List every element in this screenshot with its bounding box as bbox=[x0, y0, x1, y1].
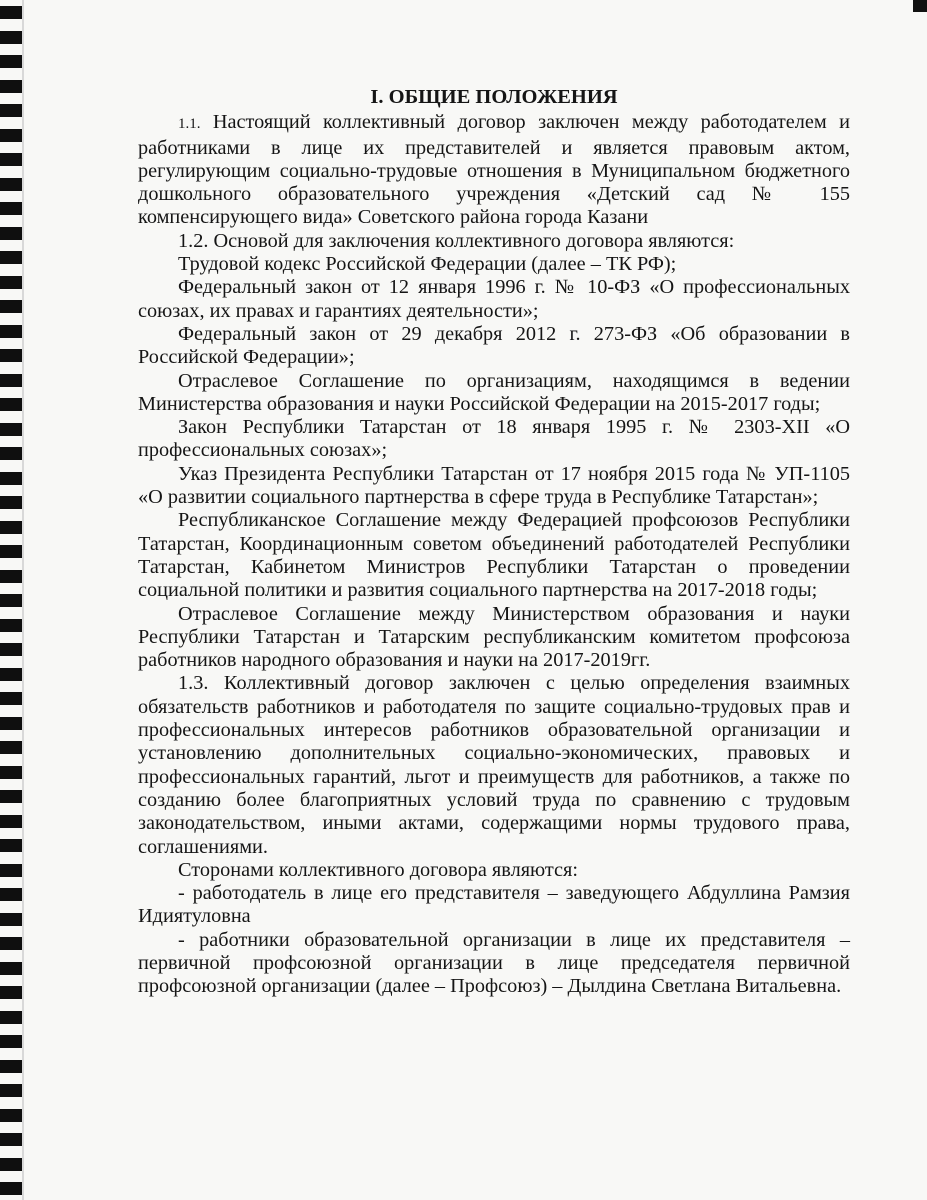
binding-hole bbox=[0, 521, 22, 534]
binding-hole bbox=[0, 962, 22, 975]
binding-hole bbox=[0, 472, 22, 485]
binding-hole bbox=[0, 251, 22, 264]
paragraph-employer: - работодатель в лице его представителя – заведующего Абдуллина Рамзия Идиятуловна bbox=[138, 882, 850, 928]
binding-hole bbox=[0, 839, 22, 852]
binding-hole bbox=[0, 496, 22, 509]
binding-hole bbox=[0, 6, 22, 19]
binding-hole bbox=[0, 300, 22, 313]
paragraph-1-2: 1.2. Основой для заключения коллективного договора являются: bbox=[178, 229, 735, 252]
paragraph-ministry-agreement: Отраслевое Соглашение между Министерством образования и науки Республики Татарстан и Татарским республиканским комитетом профсоюза работников народного образования и науки на 2017-2019гг. bbox=[138, 602, 850, 672]
binding-hole bbox=[0, 1060, 22, 1073]
binding-hole bbox=[0, 1158, 22, 1171]
binding-hole bbox=[0, 913, 22, 926]
binding-hole bbox=[0, 986, 22, 999]
binding-hole bbox=[0, 619, 22, 632]
binding-hole bbox=[0, 937, 22, 950]
binding-hole bbox=[0, 1133, 22, 1146]
binding-hole bbox=[0, 741, 22, 754]
corner-mark bbox=[913, 0, 927, 12]
document-content bbox=[138, 86, 850, 999]
binding-hole bbox=[0, 594, 22, 607]
binding-hole bbox=[0, 766, 22, 779]
binding-hole bbox=[0, 31, 22, 44]
section-heading: I. ОБЩИЕ ПОЛОЖЕНИЯ bbox=[370, 86, 618, 108]
paragraph-text: Настоящий коллективный договор заключен между работодателем и работниками в лице их представителей и является правовым актом, регулирующим социально-трудовые отношения в Муниципальном бюджетного дошкольного образовательного учреждения «Детский сад № 155 компенсирующего вида» Советского района города Казани bbox=[138, 111, 850, 229]
binding-hole bbox=[0, 447, 22, 460]
binding-hole bbox=[0, 325, 22, 338]
binding-hole bbox=[0, 374, 22, 387]
binding-edge bbox=[22, 0, 24, 1200]
binding-hole bbox=[0, 227, 22, 240]
binding-hole bbox=[0, 1011, 22, 1024]
paragraph-industry-agreement: Отраслевое Соглашение по организациям, находящимся в ведении Министерства образования и науки Российской Федерации на 2015-2017 годы; bbox=[138, 369, 850, 415]
binding-hole bbox=[0, 1084, 22, 1097]
paragraph-law-unions: Федеральный закон от 12 января 1996 г. № 10-ФЗ «О профессиональных союзах, их правах и гарантиях деятельности»; bbox=[138, 276, 850, 322]
binding-hole bbox=[0, 545, 22, 558]
binding-hole bbox=[0, 153, 22, 166]
binding-hole bbox=[0, 1109, 22, 1122]
paragraph-president-decree: Указ Президента Республики Татарстан от 17 ноября 2015 года № УП-1105 «О развитии социального партнерства в сфере труда в Республике Татарстан»; bbox=[138, 462, 850, 509]
binding-hole bbox=[0, 55, 22, 68]
binding-hole bbox=[0, 202, 22, 215]
paragraph-labor-code: Трудовой кодекс Российской Федерации (далее – ТК РФ); bbox=[178, 253, 677, 276]
paragraph-tatarstan-law: Закон Республики Татарстан от 18 января 1995 г. № 2303-XII «О профессиональных союзах»; bbox=[138, 416, 850, 462]
binding-hole bbox=[0, 717, 22, 730]
binding-hole bbox=[0, 423, 22, 436]
binding-hole bbox=[0, 1035, 22, 1048]
paragraph-republic-agreement: Республиканское Соглашение между Федерацией профсоюзов Республики Татарстан, Координационным советом объединений работодателей Республики Татарстан, Кабинетом Министров Республики Татарстан о проведении социальной политики и развития социального партнерства на 2017-2018 годы; bbox=[138, 509, 850, 602]
paragraph-law-education: Федеральный закон от 29 декабря 2012 г. 273-ФЗ «Об образовании в Российской Федерации»; bbox=[138, 322, 850, 369]
binding-hole bbox=[0, 668, 22, 681]
binding-hole bbox=[0, 104, 22, 117]
binding-hole bbox=[0, 888, 22, 901]
binding-hole bbox=[0, 349, 22, 362]
binding-hole bbox=[0, 129, 22, 142]
binding-hole bbox=[0, 864, 22, 877]
paragraph-parties: Сторонами коллективного договора являются: bbox=[178, 858, 578, 881]
paragraph-1-3: 1.3. Коллективный договор заключен с целью определения взаимных обязательств работников и работодателя по защите социально-трудовых прав и профессиональных интересов работников образовательной организации и установлению дополнительных социально-экономических, правовых и профессиональных гарантий, льгот и преимуществ для работников, а также по созданию более благоприятных условий труда по сравнению с трудовым законодательством, иными актами, содержащими нормы трудового права, соглашениями. bbox=[138, 672, 850, 858]
binding-hole bbox=[0, 790, 22, 803]
binding-hole bbox=[0, 815, 22, 828]
binding-hole bbox=[0, 692, 22, 705]
binding-hole bbox=[0, 398, 22, 411]
binding-hole bbox=[0, 1182, 22, 1195]
binding-hole bbox=[0, 570, 22, 583]
paragraph-1-1 bbox=[138, 111, 850, 229]
paragraph-number: 1.1. bbox=[178, 116, 201, 133]
spiral-binding bbox=[0, 0, 28, 1200]
paragraph-employees: - работники образовательной организации в лице их представителя – первичной профсоюзной организации в лице председателя первичной профсоюзной организации (далее – Профсоюз) – Дылдина Светлана Витальевна. bbox=[138, 928, 850, 998]
binding-hole bbox=[0, 276, 22, 289]
binding-hole bbox=[0, 643, 22, 656]
binding-hole bbox=[0, 80, 22, 93]
binding-hole bbox=[0, 178, 22, 191]
